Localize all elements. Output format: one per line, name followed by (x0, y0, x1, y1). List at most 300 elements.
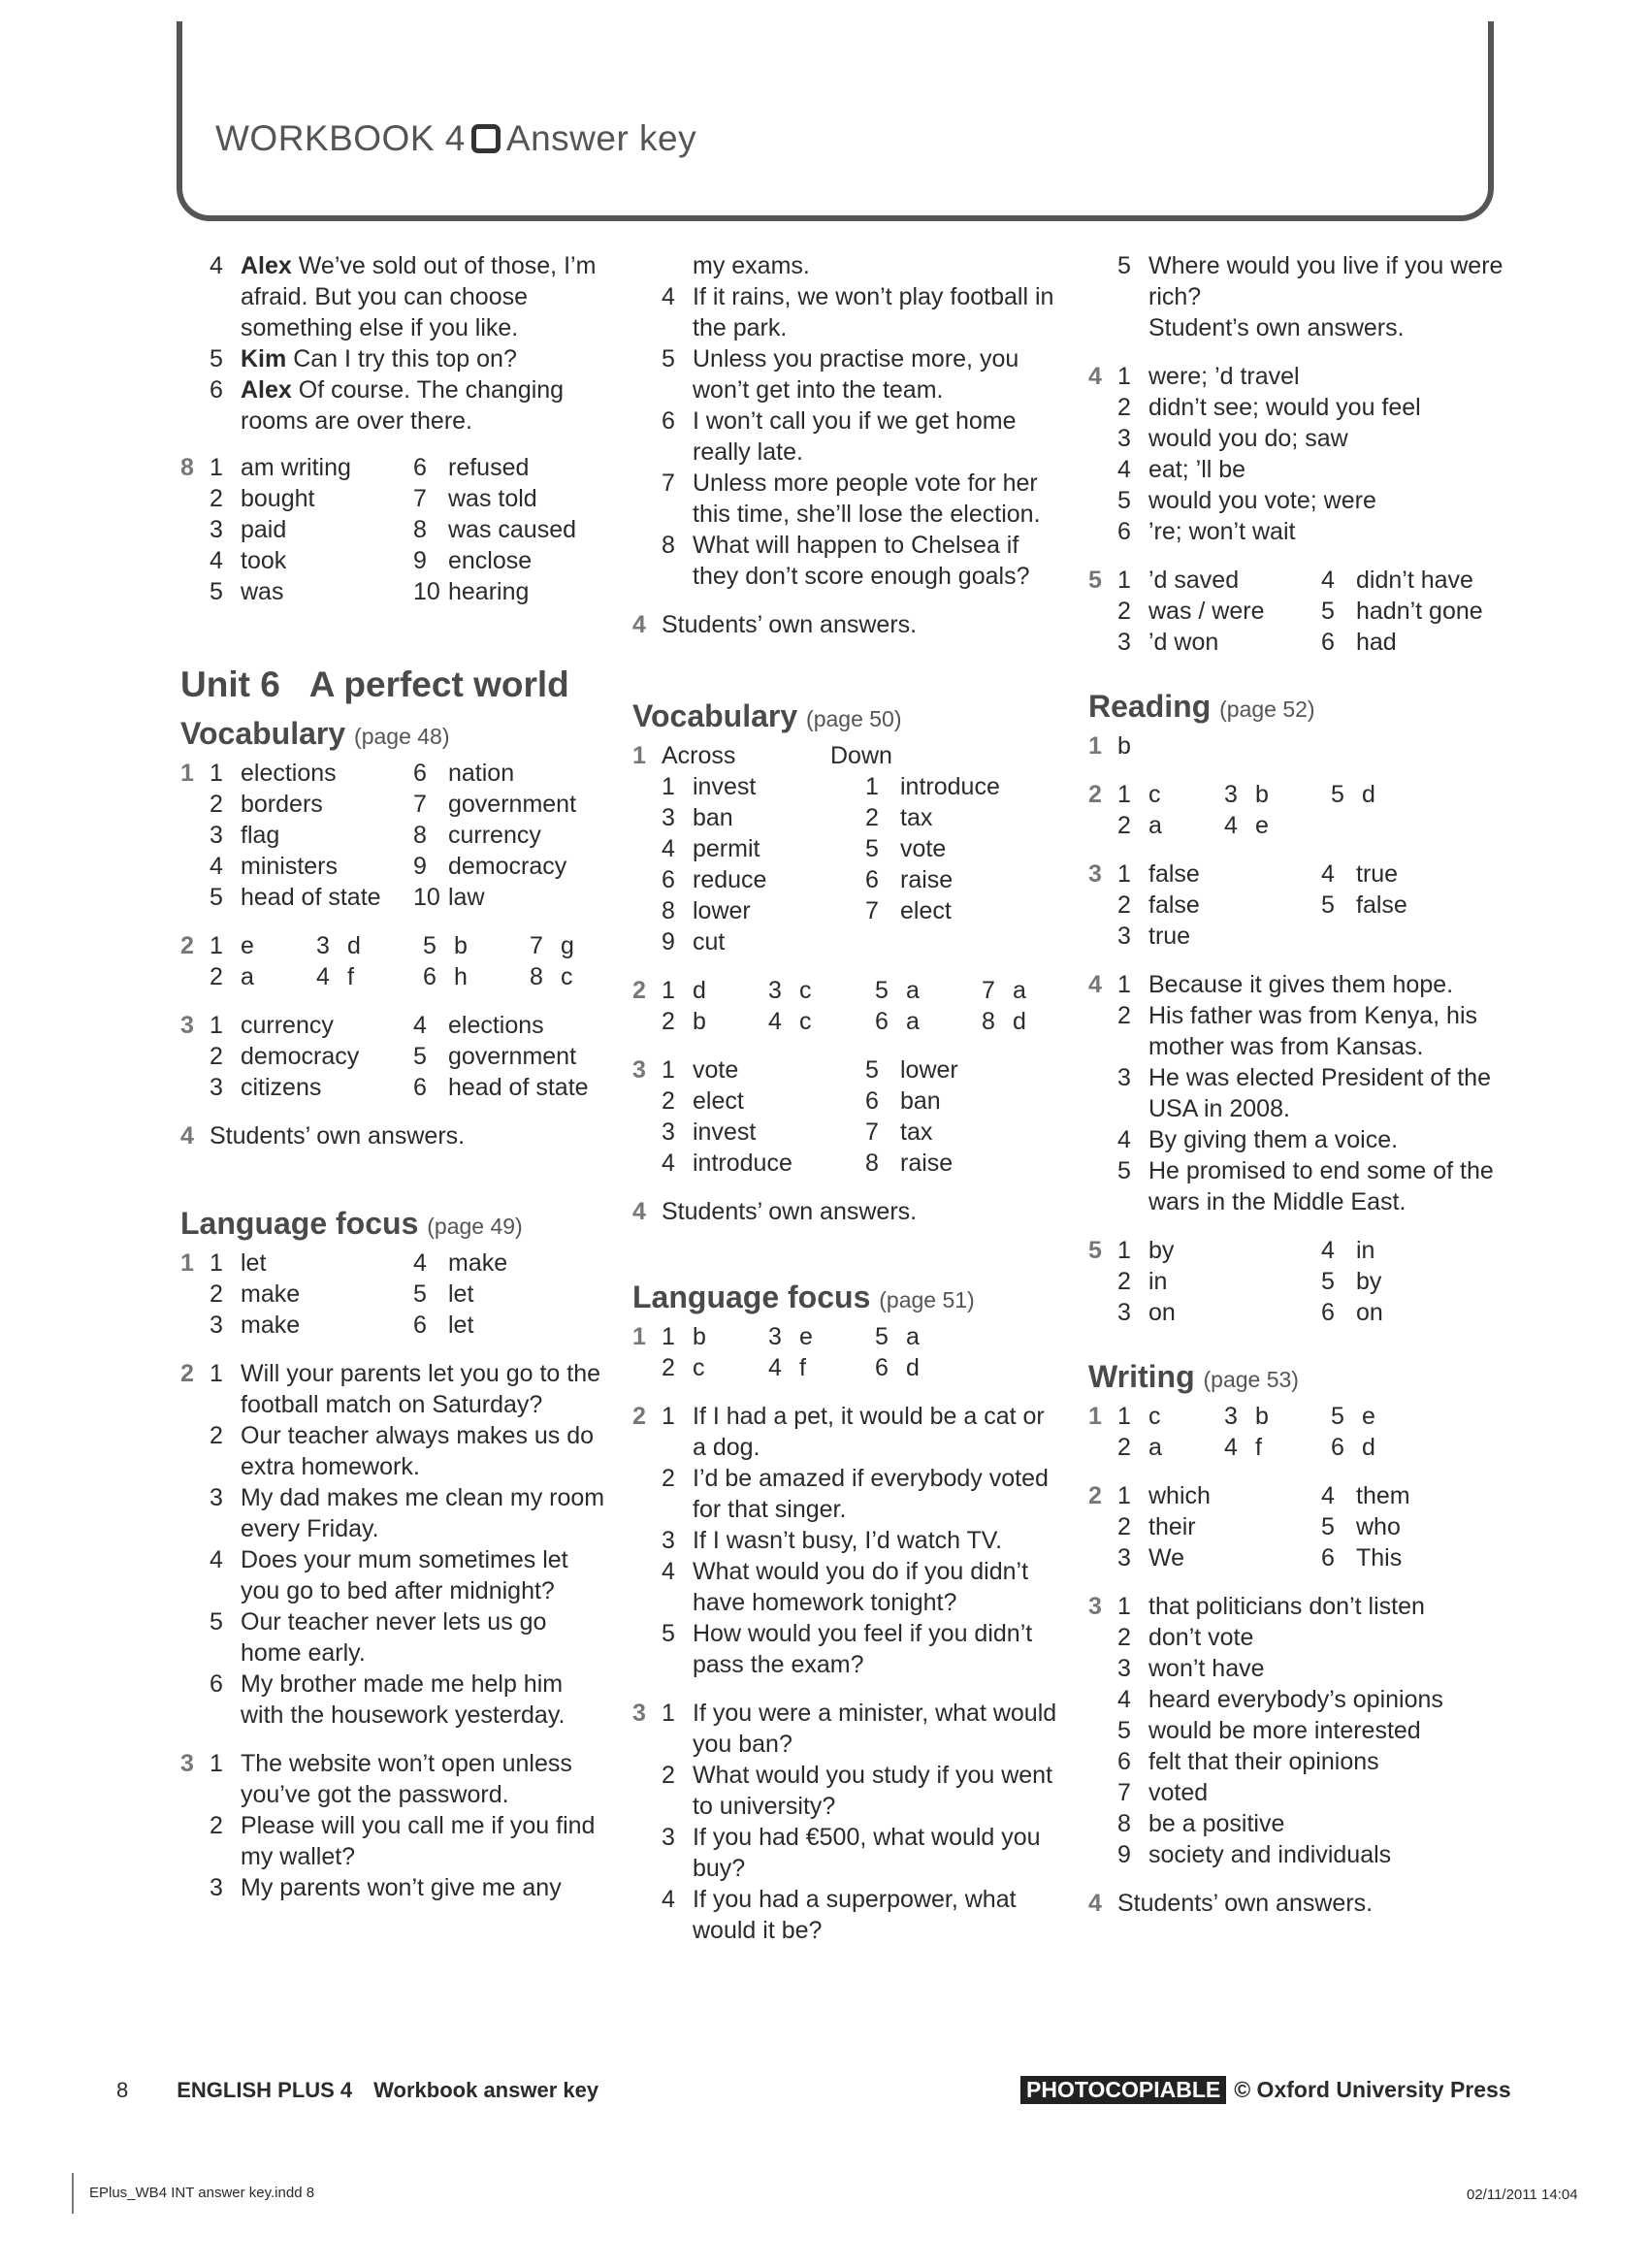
answer-text: c (1148, 1403, 1161, 1430)
answer-number: 1 (210, 454, 223, 481)
exercise-body (1117, 1235, 1515, 1328)
exercise-number: 2 (632, 977, 646, 1004)
answer-number: 2 (662, 1354, 675, 1381)
exercise-number: 3 (180, 1012, 194, 1039)
dialogue-text (241, 374, 607, 437)
answer-item (1117, 361, 1515, 392)
answer-text: Students’ own answers. (662, 611, 918, 638)
answer-text: would be more interested (1148, 1717, 1421, 1744)
line: Of course. The changing rooms are over there. (241, 376, 565, 435)
answer-number: 5 (1321, 1513, 1335, 1540)
answer-text: borders (241, 791, 323, 818)
line: Can I try this top on? (293, 345, 517, 373)
exercise-body (1117, 969, 1515, 1217)
answer-number: 5 (1331, 781, 1344, 808)
answer-item (210, 1358, 607, 1420)
answer-number: 6 (1331, 1434, 1344, 1461)
unit-name: A perfect world (308, 664, 569, 704)
answer-text: their (1148, 1513, 1196, 1540)
answer-number: 3 (210, 822, 223, 849)
section-page: (page 50) (806, 706, 902, 731)
continued-line: my exams. (693, 252, 810, 279)
exercise-body (662, 1321, 1059, 1383)
answer-number: 6 (662, 866, 675, 893)
answer-text: vote (900, 835, 947, 862)
answer-text: My brother made me help him with the housework yesterday. (241, 1670, 566, 1729)
answer-item (1117, 392, 1515, 423)
answer-text: If you had a superpower, what would it be? (693, 1886, 1017, 1944)
answer-text: a (1148, 812, 1162, 839)
answer-number: 4 (1117, 1126, 1131, 1153)
answer-text: e (799, 1323, 813, 1350)
answer-number: 5 (210, 578, 223, 605)
answer-item (662, 281, 1059, 343)
answer-number: 3 (1224, 781, 1238, 808)
column-2 (632, 250, 1059, 1946)
exercise-body (1117, 1480, 1515, 1573)
answer-text: If you had €500, what would you buy? (693, 1824, 1041, 1882)
exercise (1088, 361, 1515, 547)
answer-text: c (561, 963, 573, 990)
continued-note: Student’s own answers. (1148, 314, 1405, 341)
answer-item (662, 1760, 1059, 1822)
answer-text: was caused (448, 516, 577, 543)
answer-number: 2 (210, 485, 223, 512)
dialogue-line (210, 343, 607, 374)
exercise (180, 930, 607, 992)
answer-text: was told (448, 485, 537, 512)
exercise-number: 4 (632, 1198, 646, 1225)
answer-text: hearing (448, 578, 530, 605)
answer-number: 1 (1117, 860, 1131, 888)
answer-text: flag (241, 822, 280, 849)
answer-number: 5 (210, 345, 223, 373)
continued-answers (662, 250, 1059, 592)
answer-text: This (1356, 1544, 1403, 1571)
answer-text: elections (241, 760, 337, 787)
answer-text: who (1356, 1513, 1401, 1540)
answer-item (210, 1872, 607, 1903)
exercise-body (1117, 1401, 1515, 1463)
exercise-body (210, 1748, 607, 1903)
answer-item (1117, 1155, 1515, 1217)
answer-text: raise (900, 1150, 954, 1177)
answer-text: democracy (241, 1043, 360, 1070)
exercise (180, 1247, 607, 1341)
answer-number: 3 (210, 1312, 223, 1339)
answer-text: let (448, 1312, 474, 1339)
answer-number: 7 (1117, 1779, 1131, 1806)
exercise (1088, 1401, 1515, 1463)
answer-number: 1 (1117, 781, 1131, 808)
answer-number: 1 (1117, 1593, 1131, 1620)
answer-item (210, 1544, 607, 1606)
exercise-number: 3 (632, 1700, 646, 1727)
answer-item (662, 1618, 1059, 1680)
answer-text: ministers (241, 853, 339, 880)
answer-number: 3 (768, 977, 782, 1004)
answer-number: 2 (1117, 598, 1131, 625)
answer-number: 6 (1117, 1748, 1131, 1775)
answer-text: The website won’t open unless you’ve got the password. (241, 1750, 572, 1808)
answer-text: Please will you call me if you find my wallet? (241, 1812, 596, 1870)
answer-text: b (454, 932, 468, 959)
answer-number: 5 (1117, 487, 1131, 514)
answer-text: don’t vote (1148, 1624, 1254, 1651)
exercise-body (662, 1698, 1059, 1946)
answer-text: b (693, 1323, 706, 1350)
answer-text: by (1148, 1237, 1175, 1264)
column-1 (180, 250, 607, 1903)
answer-number: 4 (662, 1558, 675, 1585)
answer-item (1117, 1808, 1515, 1839)
exercise (180, 452, 607, 607)
exercise-body (662, 975, 1059, 1037)
answer-number: 4 (662, 1886, 675, 1913)
answer-number: 1 (1117, 1482, 1131, 1509)
answer-item (1117, 516, 1515, 547)
answer-item (662, 1822, 1059, 1884)
exercise-body (210, 758, 607, 913)
answer-text: make (241, 1280, 301, 1308)
answer-grid (210, 758, 607, 913)
answer-text: refused (448, 454, 530, 481)
answer-number: 6 (413, 1312, 427, 1339)
answer-item (1117, 1062, 1515, 1124)
section-title (180, 1204, 607, 1246)
answer-text: h (454, 963, 468, 990)
exercise-body (1117, 779, 1515, 841)
answer-text: Our teacher never lets us go home early. (241, 1608, 547, 1667)
answer-text: didn’t have (1356, 567, 1473, 594)
answer-number: 6 (875, 1008, 889, 1035)
answer-text: d (347, 932, 361, 959)
answer-text (1356, 921, 1515, 952)
answer-text: tax (900, 804, 933, 831)
answer-number (1331, 810, 1362, 841)
exercise-body (1117, 1888, 1515, 1919)
answer-text: eat; ’ll be (1148, 456, 1246, 483)
section-title (1088, 687, 1515, 729)
answer-number: 1 (662, 977, 675, 1004)
answer-number: 4 (413, 1249, 427, 1277)
exercise (632, 740, 1059, 957)
exercise (632, 609, 1059, 640)
answer-number: 2 (1117, 394, 1131, 421)
exercise-number: 4 (180, 1122, 194, 1150)
answer-item (210, 1810, 607, 1872)
down-heading: Down (830, 742, 892, 769)
answer-text: tax (900, 1118, 933, 1146)
answer-text: head of state (241, 884, 381, 911)
answer-item (662, 1401, 1059, 1463)
answer-number: 1 (210, 932, 223, 959)
exercise-body (662, 609, 1059, 640)
exercise-number: 2 (180, 932, 194, 959)
section-page: (page 49) (427, 1214, 523, 1239)
answer-text: ban (693, 804, 733, 831)
answer-number: 4 (662, 835, 675, 862)
answer-text: d (1013, 1008, 1026, 1035)
answer-text: false (1148, 860, 1200, 888)
answer-number: 2 (662, 1008, 675, 1035)
answer-item (1117, 454, 1515, 485)
exercise-body (210, 1010, 607, 1103)
exercise (1088, 1480, 1515, 1573)
answer-text: By giving them a voice. (1148, 1126, 1399, 1153)
answer-text: If I wasn’t busy, I’d watch TV. (693, 1527, 1003, 1554)
across-heading: Across (662, 742, 736, 769)
answer-text: had (1356, 629, 1397, 656)
column-3 (1088, 250, 1515, 1919)
answer-item (662, 1556, 1059, 1618)
answer-text: in (1356, 1237, 1375, 1264)
answer-number: 4 (768, 1008, 782, 1035)
section-name: Language focus (632, 1280, 871, 1314)
answer-number: 1 (662, 1056, 675, 1084)
exercise (1088, 1235, 1515, 1328)
answer-text: What would you do if you didn’t have homework tonight? (693, 1558, 1029, 1616)
answer-number: 2 (865, 804, 879, 831)
speaker: Alex (241, 252, 292, 279)
answer-number: 5 (413, 1043, 427, 1070)
answer-text: true (1356, 860, 1399, 888)
answer-number: 4 (1224, 1434, 1238, 1461)
answer-text: democracy (448, 853, 567, 880)
answer-number: 4 (1321, 1237, 1335, 1264)
exercise-number: 1 (180, 1249, 194, 1277)
answer-number: 5 (875, 977, 889, 1004)
section-name: Vocabulary (180, 716, 346, 751)
answer-number: 4 (210, 547, 223, 574)
answer-text: elections (448, 1012, 544, 1039)
exercise-number: 2 (1088, 1482, 1102, 1509)
answer-number: 8 (530, 963, 543, 990)
answer-number: 2 (1117, 1002, 1131, 1029)
answer-number: 5 (1321, 1268, 1335, 1295)
exercise-number: 3 (180, 1750, 194, 1777)
answer-number: 2 (662, 1465, 675, 1492)
answer-number: 3 (662, 1824, 675, 1851)
answer-text: permit (693, 835, 760, 862)
answer-text: Students’ own answers. (1117, 1890, 1374, 1917)
answer-number: 3 (1117, 923, 1131, 950)
answer-text: bought (241, 485, 315, 512)
answer-grid (210, 1010, 607, 1103)
answer-text: make (448, 1249, 508, 1277)
exercise (1088, 859, 1515, 952)
answer-number: 1 (210, 760, 223, 787)
answer-text: If it rains, we won’t play football in the park. (693, 283, 1054, 341)
answer-text: that politicians don’t listen (1148, 1593, 1425, 1620)
answer-text: e (241, 932, 254, 959)
answer-number: 2 (1117, 1624, 1131, 1651)
answer-text: c (799, 1008, 812, 1035)
answer-text: vote (693, 1056, 739, 1084)
answer-item (1117, 250, 1515, 312)
answer-number: 6 (875, 1354, 889, 1381)
answer-number: 10 (413, 884, 440, 911)
exercise (632, 1196, 1059, 1227)
answer-number: 3 (1117, 1544, 1131, 1571)
answer-number: 6 (210, 376, 223, 404)
answer-number: 8 (413, 516, 427, 543)
answer-number: 7 (865, 1118, 879, 1146)
continued-answers (1117, 250, 1515, 343)
answer-number: 1 (1117, 971, 1131, 998)
answer-text: c (1148, 781, 1161, 808)
answer-number: 2 (210, 1043, 223, 1070)
answer-number: 5 (1321, 891, 1335, 919)
exercise-number: 5 (1088, 567, 1102, 594)
section-page: (page 53) (1203, 1367, 1299, 1392)
answer-number: 6 (1117, 518, 1131, 545)
exercise-body (1117, 1591, 1515, 1870)
exercise-number: 1 (1088, 732, 1102, 760)
answer-number: 4 (1117, 456, 1131, 483)
answer-item (1117, 485, 1515, 516)
answer-number: 1 (662, 1700, 675, 1727)
answer-text: enclose (448, 547, 533, 574)
answer-item (1117, 1653, 1515, 1684)
answer-number: 9 (413, 853, 427, 880)
answer-number: 1 (662, 773, 675, 800)
answer-number: 2 (1117, 891, 1131, 919)
exercise (632, 1054, 1059, 1179)
answer-text: d (906, 1354, 920, 1381)
answer-item (662, 1463, 1059, 1525)
answer-text: cut (693, 928, 726, 956)
answer-item (662, 530, 1059, 592)
answer-text: Students’ own answers. (662, 1198, 918, 1225)
answer-number: 5 (1117, 1157, 1131, 1184)
speaker: Alex (241, 376, 292, 404)
exercise-body (210, 930, 607, 992)
answer-text: d (693, 977, 706, 1004)
exercise (180, 758, 607, 913)
answer-number: 6 (1321, 1544, 1335, 1571)
answer-text: be a positive (1148, 1810, 1285, 1837)
exercise-body (662, 1401, 1059, 1680)
answer-number: 5 (865, 1056, 879, 1084)
answer-grid (662, 975, 1059, 1037)
exercise (1088, 565, 1515, 658)
answer-text: were; ’d travel (1148, 363, 1300, 390)
exercise-number: 2 (180, 1360, 194, 1387)
answer-text: If I had a pet, it would be a cat or a dog. (693, 1403, 1045, 1461)
answer-number: 1 (210, 1360, 223, 1387)
answer-text: would you vote; were (1148, 487, 1376, 514)
answer-item (1117, 1622, 1515, 1653)
exercise-body (210, 452, 607, 607)
answer-text: His father was from Kenya, his mother was from Kansas. (1148, 1002, 1478, 1060)
answer-number (865, 926, 900, 957)
answer-grid (210, 930, 607, 992)
answer-number: 8 (1117, 1810, 1131, 1837)
answer-text: e (1255, 812, 1269, 839)
footer-right (1020, 2076, 1511, 2104)
unit-label: Unit 6 (180, 664, 280, 704)
answer-number: 1 (1117, 567, 1131, 594)
answer-text: a (1148, 1434, 1162, 1461)
answer-number: 5 (1117, 252, 1131, 279)
answer-item (662, 1525, 1059, 1556)
answer-number: 1 (210, 1750, 223, 1777)
answer-text: We (1148, 1544, 1185, 1571)
answer-text (1362, 810, 1515, 841)
exercise (180, 1358, 607, 1731)
answer-text: ban (900, 1087, 941, 1115)
exercise-number: 1 (632, 742, 646, 769)
answer-number: 4 (413, 1012, 427, 1039)
answer-number: 6 (865, 866, 879, 893)
answer-text: ’d won (1148, 629, 1219, 656)
answer-text: I won’t call you if we get home really late. (693, 407, 1017, 466)
section-name: Writing (1088, 1359, 1195, 1394)
answer-number: 7 (530, 932, 543, 959)
answer-text: b (1255, 781, 1269, 808)
exercise (1088, 1888, 1515, 1919)
answer-item (662, 343, 1059, 405)
exercise-number: 4 (1088, 971, 1102, 998)
answer-number: 3 (210, 1074, 223, 1101)
answer-text: nation (448, 760, 515, 787)
answer-number: 3 (1117, 1655, 1131, 1682)
answer-text: was (241, 578, 284, 605)
answer-number: 3 (1117, 1299, 1131, 1326)
answer-number: 8 (865, 1150, 879, 1177)
answer-text: a (906, 977, 920, 1004)
answer-number: 5 (423, 932, 436, 959)
section-title (180, 714, 607, 756)
answer-number: 5 (875, 1323, 889, 1350)
answer-text: on (1356, 1299, 1383, 1326)
answer-number: 3 (662, 1118, 675, 1146)
answer-number: 3 (662, 804, 675, 831)
answer-grid (210, 1247, 607, 1341)
answer-text: b (1117, 732, 1131, 760)
header-answer-key: Answer key (505, 118, 697, 158)
answer-number: 6 (413, 454, 427, 481)
answer-item (1117, 1746, 1515, 1777)
answer-text: voted (1148, 1779, 1209, 1806)
answer-number: 3 (1224, 1403, 1238, 1430)
exercise-number: 4 (1088, 363, 1102, 390)
answer-text: g (561, 932, 574, 959)
answer-text: Will your parents let you go to the football match on Saturday? (241, 1360, 601, 1418)
answer-text: d (1362, 781, 1375, 808)
answer-item (662, 1884, 1059, 1946)
answer-text: true (1148, 923, 1191, 950)
answer-text: government (448, 791, 577, 818)
answer-number: 3 (316, 932, 330, 959)
unit-title (180, 664, 607, 706)
answer-number: 2 (662, 1762, 675, 1789)
answer-number: 6 (865, 1087, 879, 1115)
section-name: Language focus (180, 1206, 419, 1241)
answer-number: 5 (662, 1620, 675, 1647)
answer-number: 4 (768, 1354, 782, 1381)
answer-text: reduce (693, 866, 767, 893)
answer-text: a (241, 963, 254, 990)
answer-number: 5 (662, 345, 675, 373)
answer-item (1117, 969, 1515, 1000)
answer-text: am writing (241, 454, 351, 481)
photocopiable-badge: PHOTOCOPIABLE (1020, 2076, 1226, 2104)
answer-item (1117, 1839, 1515, 1870)
exercise-body (210, 1120, 607, 1151)
answer-number: 1 (662, 1323, 675, 1350)
